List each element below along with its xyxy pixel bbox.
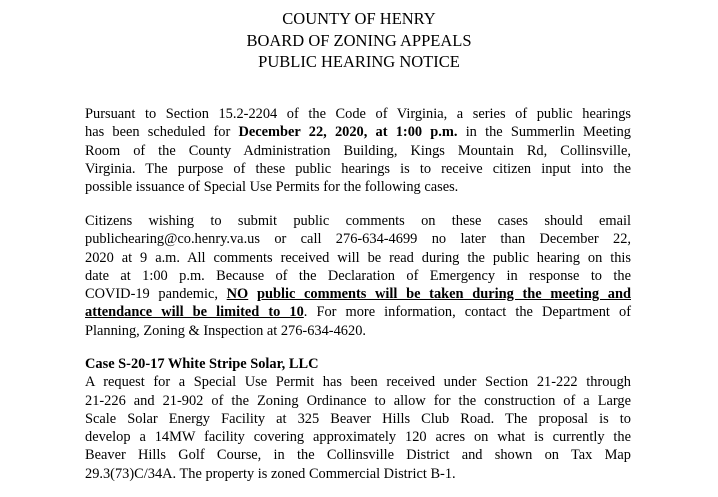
no-comments-emphasis: NO bbox=[226, 286, 249, 303]
text-line: COVID-19 pandemic, NO public comments will be taken during the meeting and bbox=[85, 286, 631, 303]
hearing-schedule-paragraph bbox=[85, 105, 631, 196]
notice-title: PUBLIC HEARING NOTICE bbox=[258, 52, 460, 71]
text-line: publichearing@co.henry.va.us or call 276-634-4699 no later than December 22, bbox=[85, 231, 631, 248]
attendance-limit: attendance will be limited to 10 bbox=[85, 304, 304, 321]
text-line: attendance will be limited to 10. For more information, contact the Department of bbox=[85, 304, 631, 321]
text-line: has been scheduled for December 22, 2020, at 1:00 p.m. in the Summerlin Meeting bbox=[85, 124, 631, 141]
notice-header bbox=[0, 8, 718, 73]
case-section bbox=[85, 355, 631, 483]
text-line: Citizens wishing to submit public comments on these cases should email bbox=[85, 213, 631, 229]
text-line: Planning, Zoning & Inspection at 276-634-4620. bbox=[85, 322, 366, 339]
text-line: possible issuance of Special Use Permits for the following cases. bbox=[85, 179, 459, 196]
text-line: 2020 at 9 a.m. All comments received will be read during the public hearing on this bbox=[85, 249, 631, 266]
text-line: Beaver Hills Golf Course, in the Collinsville District and shown on Tax Map bbox=[85, 447, 631, 464]
public-comments-paragraph bbox=[85, 212, 631, 340]
comments-restriction: public comments will be taken during the meeting and bbox=[256, 286, 631, 303]
text-line: A request for a Special Use Permit has been received under Section 21-222 through bbox=[85, 374, 631, 391]
hearing-date: December 22, 2020, at 1:00 p.m. bbox=[238, 124, 458, 141]
text-line: 29.3(73)C/34A. The property is zoned Commercial District B-1. bbox=[85, 465, 456, 482]
text-line: 21-226 and 21-902 of the Zoning Ordinance to allow for the construction of a Large bbox=[85, 392, 631, 409]
county-title: COUNTY OF HENRY bbox=[282, 9, 436, 28]
text-line: develop a 14MW facility covering approximately 120 acres on what is currently the bbox=[85, 429, 631, 446]
text-line: Virginia. The purpose of these public hearings is to receive citizen input into the bbox=[85, 160, 631, 177]
board-title: BOARD OF ZONING APPEALS bbox=[246, 30, 472, 50]
text-line: date at 1:00 p.m. Because of the Declaration of Emergency in response to the bbox=[85, 267, 631, 284]
text-line: Room of the County Administration Building, Kings Mountain Rd, Collinsville, bbox=[85, 142, 631, 159]
case-title: Case S-20-17 White Stripe Solar, LLC bbox=[85, 356, 319, 372]
text-line: Scale Solar Energy Facility at 325 Beaver Hills Club Road. The proposal is to bbox=[85, 410, 631, 427]
text-line: Pursuant to Section 15.2-2204 of the Code of Virginia, a series of public hearings bbox=[85, 106, 631, 122]
